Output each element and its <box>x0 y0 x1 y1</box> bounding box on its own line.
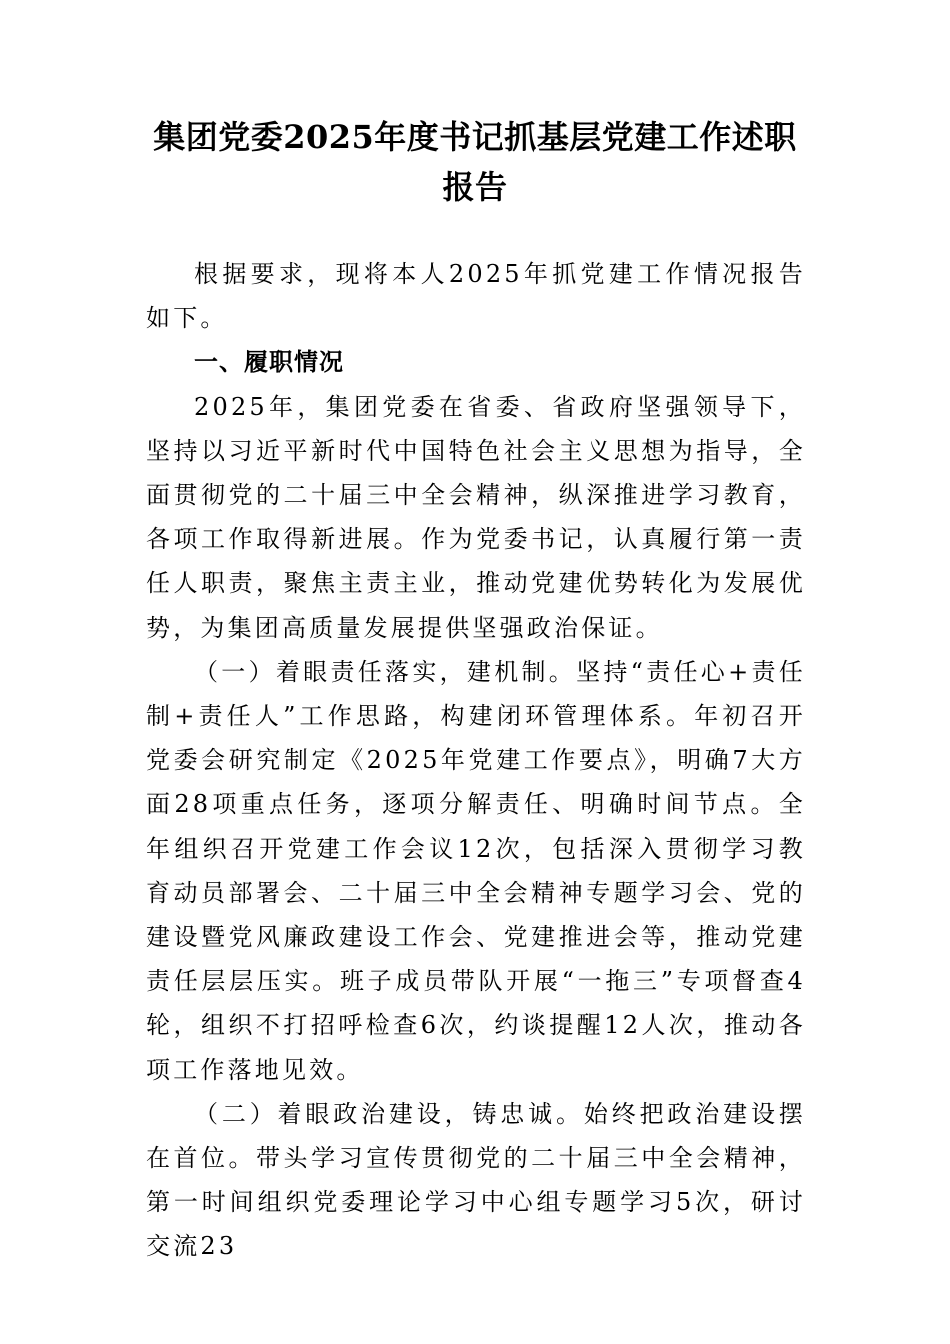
item-body-1: 坚持“责任心+责任制+责任人”工作思路，构建闭环管理体系。年初召开党委会研究制定《2025年党建工作要点》，明确7大方面28项重点任务，逐项分解责任、明确时间节点。全年组织召开党建工作会议12次，包括深入贯彻学习教育动员部署会、二十届三中全会精神专题学习会、党的建设暨党风廉政建设工作会、党建推进会等，推动党建责任层层压实。班子成员带队开展“一拖三”专项督查4轮，组织不打招呼检查6次，约谈提醒12人次，推动各项工作落地见效。 <box>146 657 806 1084</box>
item-paragraph-1 <box>146 650 806 1092</box>
item-body-2: 始终把政治建设摆在首位。带头学习宣传贯彻党的二十届三中全会精神，第一时间组织党委理论学习中心组专题学习5次，研讨交流23 <box>146 1099 806 1261</box>
section-paragraph: 2025年，集团党委在省委、省政府坚强领导下，坚持以习近平新时代中国特色社会主义思想为指导，全面贯彻党的二十届三中全会精神，纵深推进学习教育，各项工作取得新进展。作为党委书记，认真履行第一责任人职责，聚焦主责主业，推动党建优势转化为发展优势，为集团高质量发展提供坚强政治保证。 <box>146 392 806 642</box>
document-body <box>146 252 806 1269</box>
item-lead-1: （一）着眼责任落实，建机制。 <box>194 657 577 686</box>
section-heading: 一、履职情况 <box>194 347 344 377</box>
document-title: 集团党委2025年度书记抓基层党建工作述职报告 <box>153 118 797 206</box>
intro-paragraph: 根据要求，现将本人2025年抓党建工作情况报告如下。 <box>146 260 806 333</box>
item-lead-2: （二）着眼政治建设，铸忠诚。 <box>194 1099 584 1128</box>
item-paragraph-2 <box>146 1092 806 1269</box>
